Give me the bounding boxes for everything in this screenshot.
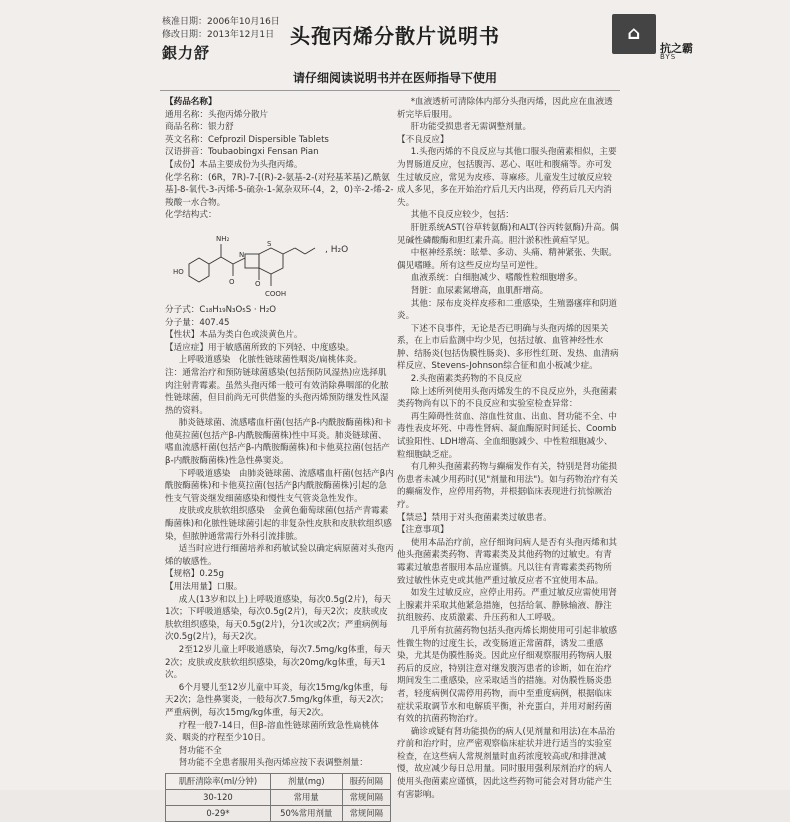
paragraph: 确诊或疑有肾功能损伤的病人(见剂量和用法)在本品治疗前和治疗时，应严密观察临床症状并进行适当的实验室检查，在这些病人常规剂量时血药浓度较高或/和排泄减慢，故应减少每日总用量。同时服用强利尿剂治疗的病人使用头孢菌素应谨慎，因此这些药物可能会对肾功能产生有害影响。 bbox=[397, 726, 616, 800]
document-title: 头孢丙烯分散片说明书 bbox=[290, 24, 500, 48]
svg-text:COOH: COOH bbox=[265, 289, 287, 298]
paragraph: 【适应症】用于敏感菌所致的下列轻、中度感染。 bbox=[165, 342, 355, 353]
paragraph: 化学结构式： bbox=[165, 210, 217, 221]
paragraph: 1.头孢丙烯的不良反应与其他口服头孢菌素相似，主要为胃肠道反应，包括腹泻、恶心、呕吐和腹痛等。亦可发生过敏反应，常见为皮疹、荨麻疹。儿童发生过敏反应较成人多见，多在开始治疗后几天内出现，停药后几天内消失。 bbox=[397, 147, 617, 208]
paragraph: 下述不良事件，无论是否已明确与头孢丙烯的因果关系，在上市后监测中均少见，包括过敏、血管神经性水肿、结肠炎(包括伪膜性肠炎)、多形性红斑、发热、血清病样反应、Stevens-Johnson综合征和血小板减少症。 bbox=[397, 323, 619, 372]
paragraph: 肾脏：血尿素氮增高，血肌酐增高。 bbox=[410, 285, 549, 296]
paragraph: 成人(13岁和以上)上呼吸道感染，每次0.5g(2片)，每天1次；下呼吸道感染，每次0.5g(2片)，每天2次；皮肤或皮肤软组织感染，每天0.5g(2片)，分1次或2次；严重病例每次0.5g(2片)，每天2次。 bbox=[165, 594, 391, 643]
left-column bbox=[165, 96, 395, 822]
paragraph: 适当时应进行细菌培养和药敏试验以确定病原菌对头孢丙烯的敏感性。 bbox=[165, 544, 394, 567]
paragraph: 英文名称：Cefprozil Dispersible Tablets bbox=[165, 134, 329, 145]
paragraph: 肝脏系统AST(谷草转氨酶)和ALT(谷丙转氨酶)升高。偶见碱性磷酸酶和胆红素升高。胆汁淤积性黄疸罕见。 bbox=[397, 222, 619, 246]
paragraph: 中枢神经系统：眩晕、多动、头痛、精神紧张、失眠。偶见嗜睡。所有这些反应均呈可逆性。 bbox=[397, 248, 618, 271]
brand-logo-right: 抗之霸 bbox=[660, 42, 693, 55]
divider bbox=[160, 90, 620, 91]
table-cell: 常规间隔 bbox=[342, 789, 390, 805]
paragraph: 【注意事项】 bbox=[397, 525, 449, 536]
svg-text:NH₂: NH₂ bbox=[216, 234, 230, 243]
paragraph: 肾功能不全 bbox=[178, 745, 222, 756]
brand-logo-left: 銀力舒 bbox=[162, 44, 211, 62]
table-cell: 50%常用剂量 bbox=[270, 805, 342, 821]
revision-date: 修改日期：2013年12月1日 bbox=[162, 30, 275, 40]
structure-h2o: , H₂O bbox=[325, 244, 349, 255]
table-cell: 常规间隔 bbox=[342, 805, 390, 821]
left-section-top bbox=[165, 96, 395, 222]
paragraph: 再生障碍性贫血、溶血性贫血、出血、肾功能不全、中毒性表皮坏死、中毒性肾病、凝血酶原时间延长、Coomb试验阳性、LDH增高、全血细胞减少、中性粒细胞减少、粒细胞缺乏症。 bbox=[397, 411, 618, 460]
table-row bbox=[166, 789, 391, 805]
paragraph: 分子量：407.45 bbox=[165, 317, 230, 328]
paragraph: 几乎所有抗菌药物包括头孢丙烯长期使用可引起非敏感性微生物的过度生长，改变肠道正常菌群，诱发二重感染，尤其是伪膜性肠炎。因此应仔细观察服用药物病人服药后的反应，特别注意对继发腹泻患者的诊断，如在治疗期间发生二重感染，应采取适当的措施。对伪膜性肠炎患者，轻度病例仅需停用药物，而中至重度病例，根据临床症状采取调节水和电解质平衡，补充蛋白，并用对耐药菌有效的抗菌药物治疗。 bbox=[397, 625, 618, 725]
svg-text:O: O bbox=[255, 279, 261, 288]
paragraph: 其他不良反应较少，包括： bbox=[410, 210, 514, 221]
svg-text:O: O bbox=[229, 277, 235, 286]
table-row bbox=[166, 805, 391, 821]
paragraph: 除上述所列使用头孢丙烯发生的不良反应外，头孢菌素类药物尚有以下的不良反应和实验室检查异常： bbox=[397, 386, 618, 410]
paragraph: 有几种头孢菌素药物与癫痫发作有关，特别是肾功能损伤患者未减少用药时(见"剂量和用法")。如与药物治疗有关的癫痫发作，应停用药物，并根据临床表现进行抗惊厥治疗。 bbox=[397, 462, 618, 510]
paragraph: 【规格】0.25g bbox=[165, 569, 224, 580]
paragraph: 上呼吸道感染 化脓性链球菌性咽炎/扁桃体炎。 bbox=[178, 355, 363, 366]
paragraph: 使用本品治疗前，应仔细询问病人是否有头孢丙烯和其他头孢菌素类药物、青霉素类及其他药物的过敏史。有青霉素过敏患者服用本品应谨慎。凡以往有青霉素类药物所致过敏性休克史或其他严重过敏反应者不宜使用本品。 bbox=[397, 537, 618, 586]
brand-logo-icon: ⌂ bbox=[612, 14, 656, 54]
paragraph: 疗程一般7-14日，但β-溶血性链球菌所致急性扁桃体炎、咽炎的疗程至少10日。 bbox=[165, 720, 379, 744]
svg-text:N: N bbox=[239, 250, 245, 259]
paragraph: 注：通常治疗和预防链球菌感染(包括预防风湿热)应选择肌肉注射青霉素。虽然头孢丙烯一般可有效消除鼻咽部的化脓性链球菌，但目前尚无可供借鉴的头孢丙烯预防继发性风湿热的资料。 bbox=[165, 367, 389, 416]
paragraph: 【成份】本品主要成份为头孢丙烯。 bbox=[165, 159, 303, 170]
paragraph: 2.头孢菌素类药物的不良反应 bbox=[410, 374, 523, 385]
table-header-row bbox=[166, 773, 391, 789]
left-section-bottom bbox=[165, 304, 395, 770]
paragraph: 化学名称：(6R，7R)-7-[(R)-2-氨基-2-(对羟基苯基)乙酰氨基]-8-氧代-3-丙烯-5-硫杂-1-氮杂双环-(4，2，0)辛-2-烯-2-羧酸一水合物。 bbox=[165, 172, 394, 208]
paragraph: 【禁忌】禁用于对头孢菌素类过敏患者。 bbox=[397, 512, 552, 523]
table-cell: 常用量 bbox=[270, 789, 342, 805]
dose-table bbox=[165, 773, 391, 822]
brand-logo-right-sub: BYS bbox=[660, 53, 677, 61]
table-header-cell: 肌酐清除率(ml/分钟) bbox=[166, 773, 271, 789]
paragraph: 肾功能不全患者服用头孢丙烯应按下表调整剂量： bbox=[178, 758, 368, 769]
paragraph: 【不良反应】 bbox=[397, 134, 449, 145]
table-cell: 0-29* bbox=[166, 805, 271, 821]
paragraph: 皮肤或皮肤软组织感染 金黄色葡萄球菌(包括产青霉素酶菌株)和化脓性链球菌引起的非复杂性皮肤和皮肤软组织感染，但脓肿通常需行外科引流排脓。 bbox=[165, 506, 392, 542]
right-column bbox=[397, 96, 619, 801]
paragraph: 【药品名称】 bbox=[165, 97, 217, 107]
paragraph: 血液系统：白细胞减少、嗜酸性粒细胞增多。 bbox=[410, 273, 583, 284]
table-cell: 30-120 bbox=[166, 789, 271, 805]
paragraph: 6个月婴儿至12岁儿童中耳炎，每次15mg/kg体重，每天2次；急性鼻窦炎，一般每次7.5mg/kg体重，每天2次；严重病例，每次15mg/kg体重，每天2次。 bbox=[165, 682, 389, 718]
paragraph: 通用名称：头孢丙烯分散片 bbox=[165, 109, 269, 120]
paragraph: 【用法用量】口服。 bbox=[165, 582, 243, 592]
paragraph: 其他：尿布皮炎样皮疹和二重感染，生殖器瘙痒和阴道炎。 bbox=[397, 298, 618, 322]
paragraph: 肺炎链球菌、流感嗜血杆菌(包括产β-内酰胺酶菌株)和卡他莫拉菌(包括产β-内酰胺酶菌株)性中耳炎。肺炎链球菌、嗜血流感杆菌(包括产β-内酰胺酶菌株)和卡他莫拉菌(包括产β-内酰胺酶菌株)性急性鼻窦炎。 bbox=[165, 418, 392, 467]
svg-text:HO: HO bbox=[173, 267, 184, 276]
paragraph: *血液透析可清除体内部分头孢丙烯，因此应在血液透析完毕后服用。 bbox=[397, 97, 613, 120]
document-subtitle: 请仔细阅读说明书并在医师指导下使用 bbox=[292, 71, 497, 85]
chemical-structure bbox=[165, 224, 395, 302]
paragraph: 分子式：C₁₈H₁₉N₃O₅S · H₂O bbox=[165, 304, 277, 315]
approval-date: 核准日期：2006年10月16日 bbox=[162, 17, 280, 27]
paragraph: 商品名称：银力舒 bbox=[165, 122, 234, 133]
paragraph: 汉语拼音：Toubaobingxi Fensan Pian bbox=[165, 147, 319, 158]
table-header-cell: 服药间隔 bbox=[342, 773, 390, 789]
paragraph: 2至12岁儿童上呼吸道感染，每次7.5mg/kg体重，每天2次；皮肤或皮肤软组织感染，每次20mg/kg体重，每天1次。 bbox=[165, 644, 391, 681]
table-header-cell: 剂量(mg) bbox=[270, 773, 342, 789]
paragraph: 如发生过敏反应，应停止用药。严重过敏反应需使用肾上腺素并采取其他紧急措施，包括给氧、静脉输液、静注抗组胺药、皮质激素、升压药和人工呼吸。 bbox=[397, 588, 618, 624]
svg-text:S: S bbox=[267, 239, 272, 248]
paragraph: 肝功能受损患者无需调整剂量。 bbox=[410, 122, 532, 133]
paragraph: 下呼吸道感染 由肺炎链球菌、流感嗜血杆菌(包括产β内酰胺酶菌株)和卡他莫拉菌(包括产β内酰胺酶菌株)引起的急性支气管炎继发细菌感染和慢性支气管炎急性发作。 bbox=[165, 468, 394, 504]
paragraph: 【性状】本品为类白色或淡黄色片。 bbox=[165, 330, 303, 341]
structure-diagram-icon bbox=[171, 224, 331, 302]
